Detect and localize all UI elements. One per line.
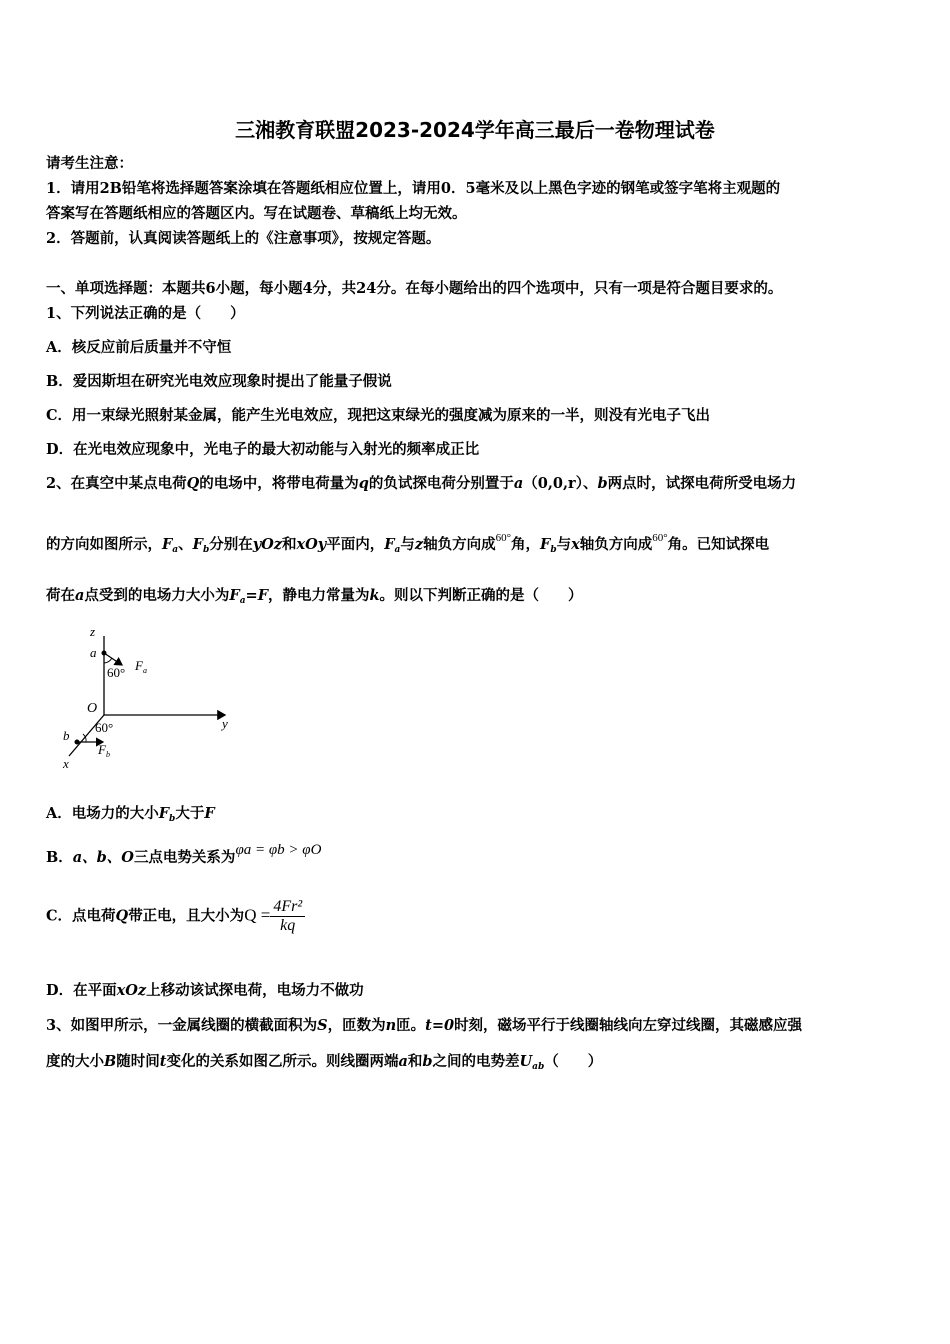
label-fa: $F_a$ <box>135 658 147 675</box>
section-header: 一、单项选择题：本题共6小题，每小题4分，共24分。在每小题给出的四个选项中，只有一项是符合题目要求的。 <box>46 280 783 297</box>
q2-option-a: A．电场力的大小$F_b$大于F <box>46 805 215 824</box>
q2-option-c: C．点电荷Q带正电，且大小为Q = $\frac{\text{4Fr²}}{kq}$ <box>46 898 305 935</box>
label-x: x <box>63 756 69 771</box>
q1-option-b: B．爱因斯坦在研究光电效应现象时提出了能量子假说 <box>46 373 392 390</box>
label-z: z <box>90 624 96 639</box>
notice-item-2: 2．答题前，认真阅读答题纸上的《注意事项》，按规定答题。 <box>46 230 441 247</box>
force-fa-arrow <box>104 653 122 665</box>
label-angle-b: 60° <box>95 720 114 735</box>
label-b: b <box>63 728 70 743</box>
q1-option-a: A．核反应前后质量并不守恒 <box>46 339 232 356</box>
label-angle-a: 60° <box>107 665 126 680</box>
q3-stem-line-1: 3、如图甲所示，一金属线圈的横截面积为S，匝数为n匝。t=0时刻，磁场平行于线圈轴线向左穿过线圈，其磁感应强 <box>46 1017 803 1034</box>
q2-stem-line-1: 2、在真空中某点电荷Q的电场中，将带电荷量为q的负试探电荷分别置于a（0,0,r）、b两点时，试探电荷所受电场力 <box>46 475 797 492</box>
q2-option-d: D．在平面xOz上移动该试探电荷，电场力不做功 <box>46 982 364 999</box>
angle-60-b: 60° <box>652 532 668 544</box>
page-title: 三湘教育联盟2023-2024学年高三最后一卷物理试卷 <box>235 118 715 142</box>
notice-heading: 请考生注意： <box>46 155 133 172</box>
q2-option-b: B．a、b、O三点电势关系为φa = φb > φO <box>46 842 322 866</box>
angle-60-a: 60° <box>495 532 512 544</box>
q2-stem-line-2: 的方向如图所示，$F_a$、$F_b$分别在yOz和xOy平面内，$F_a$与z轴负方向成$^{60^\circ}$角，$F_b$与x轴负方向成$^{60^\circ}$角。已知试探电 <box>46 532 770 555</box>
notice-item-1a: 1．请用2B铅笔将选择题答案涂填在答题纸相应位置上，请用0．5毫米及以上黑色字迹的钢笔或签字笔将主观题的 <box>46 180 781 197</box>
q3-stem-line-2: 度的大小B随时间t变化的关系如图乙所示。则线圈两端a和b之间的电势差$U_{ab}$（ ） <box>46 1053 603 1072</box>
q1-option-d: D．在光电效应现象中，光电子的最大初动能与入射光的频率成正比 <box>46 441 480 458</box>
q1-stem: 1、下列说法正确的是（ ） <box>46 305 245 322</box>
charge-formula: $\frac{\text{4Fr²}}{kq}$ <box>270 898 305 935</box>
label-a: a <box>90 645 97 660</box>
angle-arc-a <box>104 658 112 663</box>
q2-stem-line-3: 荷在a点受到的电场力大小为$F_a=F$，静电力常量为k。则以下判断正确的是（ ） <box>46 587 583 606</box>
potential-relation: φa = φb > φO <box>235 842 322 858</box>
q1-option-c: C．用一束绿光照射某金属，能产生光电效应，现把这束绿光的强度减为原来的一半，则没有光电子飞出 <box>46 407 711 424</box>
q2-coordinate-figure <box>55 620 245 775</box>
label-fb: $F_b$ <box>98 742 110 759</box>
notice-item-1b: 答案写在答题纸相应的答题区内。写在试题卷、草稿纸上均无效。 <box>46 205 467 222</box>
label-origin: O <box>87 701 98 716</box>
label-y: y <box>222 716 228 731</box>
